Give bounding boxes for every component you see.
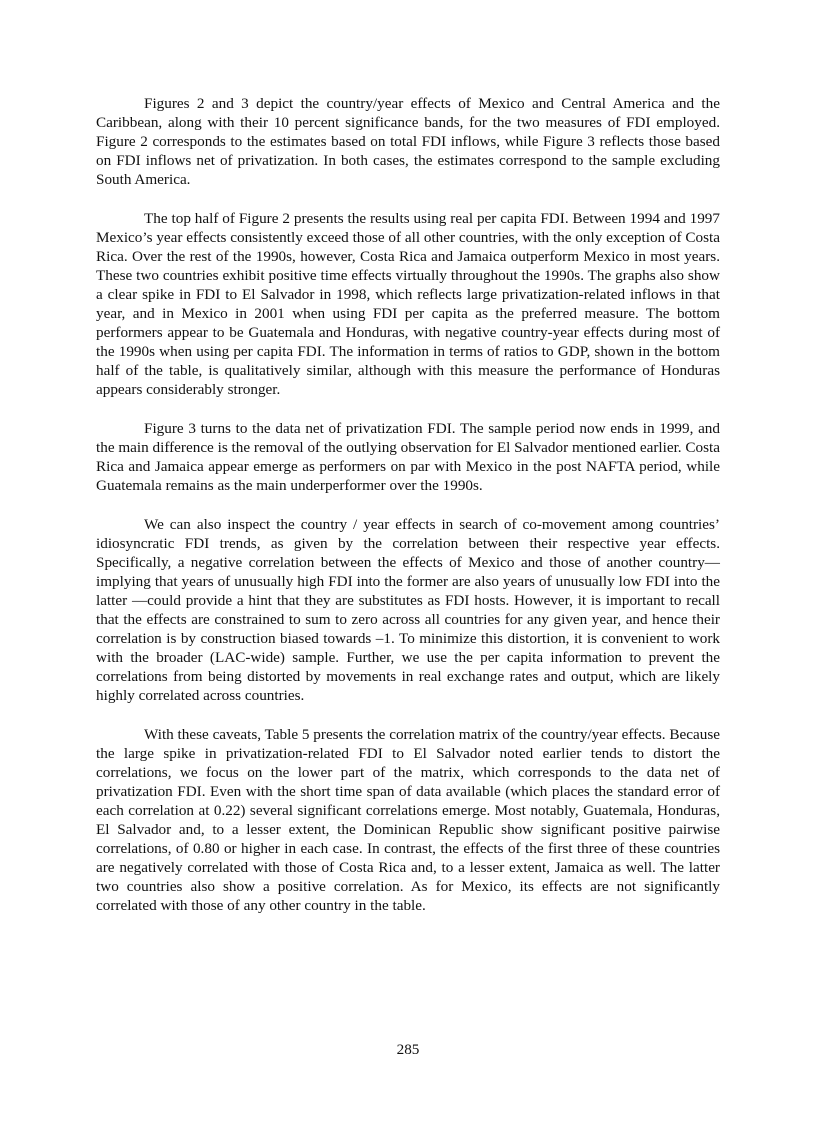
page-body — [96, 94, 720, 935]
paragraph-figure-3-results: Figure 3 turns to the data net of privatization FDI. The sample period now ends in 1999, and the main difference is the removal of the outlying observation for El Salvador mentioned earlier. Costa Rica and Jamaica appear emerge as performers on par with Mexico in the post NAFTA period, while Guatemala remains as the main underperformer over the 1990s. — [96, 420, 720, 494]
page-number: 285 — [396, 1041, 420, 1058]
paragraph-correlation-matrix: With these caveats, Table 5 presents the correlation matrix of the country/year effects. Because the large spike in privatization-related FDI to El Salvador noted earlier tends to distort the correlations, we focus on the lower part of the matrix, which corresponds to the data net of privatization FDI. Even with the short time span of data available (which places the standard error of each correlation at 0.22) several significant correlations emerge. Most notably, Guatemala, Honduras, El Salvador and, to a lesser extent, the Dominican Republic show significant positive pairwise correlations, of 0.80 or higher in each case. In contrast, the effects of the first three of these countries are negatively correlated with those of Costa Rica and, to a lesser extent, Jamaica as well. The latter two countries also show a positive correlation. As for Mexico, its effects are not significantly correlated with those of any other country in the table. — [96, 726, 720, 914]
paragraph-figure-2-results: The top half of Figure 2 presents the results using real per capita FDI. Between 1994 and 1997 Mexico’s year effects consistently exceed those of all other countries, with the only exception of Costa Rica. Over the rest of the 1990s, however, Costa Rica and Jamaica outperform Mexico in most years. These two countries exhibit positive time effects virtually throughout the 1990s. The graphs also show a clear spike in FDI to El Salvador in 1998, which reflects large privatization-related inflows in that year, and in Mexico in 2001 when using FDI per capita as the preferred measure. The bottom performers appear to be Guatemala and Honduras, with negative country-year effects during most of the 1990s when using per capita FDI. The information in terms of ratios to GDP, shown in the bottom half of the table, is qualitatively similar, although with this measure the performance of Honduras appears considerably stronger. — [96, 210, 720, 398]
paragraph-figures-overview: Figures 2 and 3 depict the country/year effects of Mexico and Central America and the Caribbean, along with their 10 percent significance bands, for the two measures of FDI employed. Figure 2 corresponds to the estimates based on total FDI inflows, while Figure 3 reflects those based on FDI inflows net of privatization. In both cases, the estimates correspond to the sample excluding South America. — [96, 95, 720, 188]
paragraph-co-movement: We can also inspect the country / year effects in search of co-movement among countries’ idiosyncratic FDI trends, as given by the correlation between their respective year effects. Specifically, a negative correlation between the effects of Mexico and those of another country—implying that years of unusually high FDI into the former are also years of unusually low FDI into the latter —could provide a hint that they are substitutes as FDI hosts. However, it is important to recall that the effects are constrained to sum to zero across all countries for any given year, and hence their correlation is by construction biased towards –1. To minimize this distortion, it is convenient to work with the broader (LAC-wide) sample. Further, we use the per capita information to prevent the correlations from being distorted by movements in real exchange rates and output, which are likely highly correlated across countries. — [96, 516, 720, 704]
